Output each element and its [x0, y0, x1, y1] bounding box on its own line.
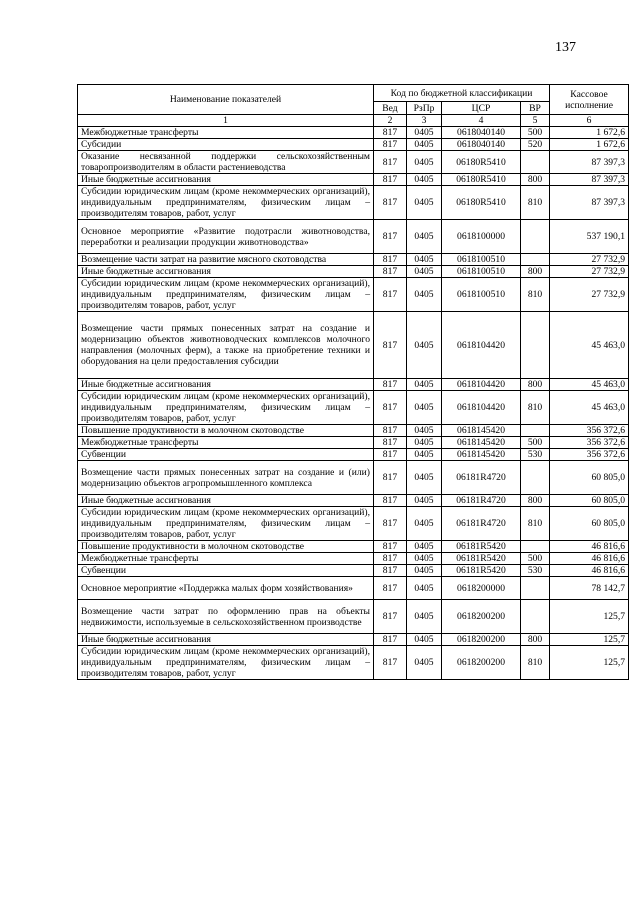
table-row [78, 437, 629, 449]
row-rzpr: 0405 [407, 553, 442, 565]
row-csr: 0618104420 [442, 379, 521, 391]
header-amount: Кассовое исполнение [550, 85, 629, 115]
header-rzpr: РзПр [407, 102, 442, 115]
row-vr: 800 [521, 174, 550, 186]
row-vr [521, 151, 550, 174]
table-row [78, 634, 629, 646]
row-vr: 810 [521, 646, 550, 680]
row-amount: 46 816,6 [550, 565, 629, 577]
row-amount: 27 732,9 [550, 254, 629, 266]
row-csr: 0618200200 [442, 600, 521, 634]
row-amount: 45 463,0 [550, 391, 629, 425]
row-vr [521, 600, 550, 634]
row-rzpr: 0405 [407, 312, 442, 379]
row-amount: 125,7 [550, 600, 629, 634]
row-rzpr: 0405 [407, 186, 442, 220]
row-amount: 60 805,0 [550, 507, 629, 541]
header-csr: ЦСР [442, 102, 521, 115]
row-ved: 817 [374, 139, 407, 151]
table-row [78, 425, 629, 437]
row-name: Возмещение части прямых понесенных затрат на создание и (или) модернизацию объектов агропромышленного комплекса [78, 461, 374, 495]
row-name: Субсидии юридическим лицам (кроме некоммерческих организаций), индивидуальным предпринимателям, физическим лицам – производителям товаров, работ, услуг [78, 391, 374, 425]
table-row [78, 312, 629, 379]
row-name: Иные бюджетные ассигнования [78, 379, 374, 391]
table-row [78, 139, 629, 151]
row-name: Межбюджетные трансферты [78, 553, 374, 565]
row-ved: 817 [374, 461, 407, 495]
table-row [78, 553, 629, 565]
row-ved: 817 [374, 254, 407, 266]
row-rzpr: 0405 [407, 507, 442, 541]
row-name: Основное мероприятие «Поддержка малых форм хозяйствования» [78, 577, 374, 600]
row-amount: 45 463,0 [550, 379, 629, 391]
row-vr [521, 425, 550, 437]
row-amount: 125,7 [550, 646, 629, 680]
row-csr: 0618145420 [442, 425, 521, 437]
row-ved: 817 [374, 220, 407, 254]
row-amount: 46 816,6 [550, 553, 629, 565]
header-code-group: Код по бюджетной классификации [374, 85, 550, 102]
row-name: Субсидии юридическим лицам (кроме некоммерческих организаций), индивидуальным предпринимателям, физическим лицам – производителям товаров, работ, услуг [78, 646, 374, 680]
row-ved: 817 [374, 425, 407, 437]
row-amount: 1 672,6 [550, 139, 629, 151]
row-csr: 0618200200 [442, 646, 521, 680]
row-rzpr: 0405 [407, 634, 442, 646]
row-vr [521, 577, 550, 600]
row-ved: 817 [374, 646, 407, 680]
row-rzpr: 0405 [407, 541, 442, 553]
row-rzpr: 0405 [407, 151, 442, 174]
row-name: Межбюджетные трансферты [78, 437, 374, 449]
row-csr: 0618200000 [442, 577, 521, 600]
row-amount: 356 372,6 [550, 449, 629, 461]
table-row [78, 266, 629, 278]
row-csr: 06181R4720 [442, 507, 521, 541]
row-rzpr: 0405 [407, 220, 442, 254]
table-row [78, 379, 629, 391]
row-vr: 810 [521, 391, 550, 425]
budget-table [77, 84, 629, 680]
row-rzpr: 0405 [407, 646, 442, 680]
row-vr: 500 [521, 437, 550, 449]
row-ved: 817 [374, 151, 407, 174]
row-amount: 87 397,3 [550, 174, 629, 186]
row-amount: 60 805,0 [550, 495, 629, 507]
table-row [78, 507, 629, 541]
row-rzpr: 0405 [407, 449, 442, 461]
row-ved: 817 [374, 634, 407, 646]
row-ved: 817 [374, 186, 407, 220]
row-vr [521, 461, 550, 495]
row-amount: 537 190,1 [550, 220, 629, 254]
row-ved: 817 [374, 312, 407, 379]
column-number: 4 [442, 115, 521, 127]
row-csr: 06180R5410 [442, 151, 521, 174]
row-csr: 0618104420 [442, 391, 521, 425]
table-row [78, 254, 629, 266]
row-vr: 520 [521, 139, 550, 151]
row-amount: 125,7 [550, 634, 629, 646]
row-vr [521, 312, 550, 379]
row-amount: 87 397,3 [550, 186, 629, 220]
column-number: 5 [521, 115, 550, 127]
table-row [78, 565, 629, 577]
row-rzpr: 0405 [407, 495, 442, 507]
row-vr: 810 [521, 507, 550, 541]
row-vr: 800 [521, 634, 550, 646]
row-name: Субвенции [78, 565, 374, 577]
row-name: Субсидии юридическим лицам (кроме некоммерческих организаций), индивидуальным предпринимателям, физическим лицам – производителям товаров, работ, услуг [78, 507, 374, 541]
row-ved: 817 [374, 266, 407, 278]
row-vr: 530 [521, 449, 550, 461]
row-name: Оказание несвязанной поддержки сельскохозяйственным товаропроизводителям в области растениеводства [78, 151, 374, 174]
row-amount: 78 142,7 [550, 577, 629, 600]
row-csr: 0618100000 [442, 220, 521, 254]
row-rzpr: 0405 [407, 565, 442, 577]
row-amount: 27 732,9 [550, 266, 629, 278]
column-number: 1 [78, 115, 374, 127]
row-ved: 817 [374, 507, 407, 541]
row-csr: 06181R5420 [442, 565, 521, 577]
row-vr: 530 [521, 565, 550, 577]
row-rzpr: 0405 [407, 174, 442, 186]
row-csr: 06181R4720 [442, 461, 521, 495]
column-number: 2 [374, 115, 407, 127]
row-name: Повышение продуктивности в молочном скотоводстве [78, 425, 374, 437]
row-ved: 817 [374, 391, 407, 425]
row-amount: 87 397,3 [550, 151, 629, 174]
column-number-row [78, 115, 629, 127]
row-csr: 0618040140 [442, 127, 521, 139]
row-name: Возмещение части затрат на развитие мясного скотоводства [78, 254, 374, 266]
row-vr: 810 [521, 186, 550, 220]
table-row [78, 127, 629, 139]
row-name: Иные бюджетные ассигнования [78, 174, 374, 186]
row-name: Иные бюджетные ассигнования [78, 495, 374, 507]
row-vr: 800 [521, 266, 550, 278]
row-name: Повышение продуктивности в молочном скотоводстве [78, 541, 374, 553]
row-rzpr: 0405 [407, 266, 442, 278]
row-csr: 0618100510 [442, 266, 521, 278]
row-name: Субсидии юридическим лицам (кроме некоммерческих организаций), индивидуальным предпринимателям, физическим лицам – производителям товаров, работ, услуг [78, 186, 374, 220]
row-name: Возмещение части затрат по оформлению прав на объекты недвижимости, используемые в сельскохозяйственном производстве [78, 600, 374, 634]
row-csr: 06181R5420 [442, 541, 521, 553]
row-name: Субвенции [78, 449, 374, 461]
header-vr: ВР [521, 102, 550, 115]
row-ved: 817 [374, 541, 407, 553]
row-rzpr: 0405 [407, 437, 442, 449]
row-rzpr: 0405 [407, 425, 442, 437]
row-csr: 0618200200 [442, 634, 521, 646]
page-number: 137 [555, 40, 576, 55]
table-row [78, 151, 629, 174]
row-rzpr: 0405 [407, 461, 442, 495]
row-ved: 817 [374, 577, 407, 600]
row-rzpr: 0405 [407, 254, 442, 266]
header-ved: Вед [374, 102, 407, 115]
row-rzpr: 0405 [407, 278, 442, 312]
table-row [78, 186, 629, 220]
table-row [78, 278, 629, 312]
row-vr: 800 [521, 495, 550, 507]
row-name: Основное мероприятие «Развитие подотрасли животноводства, переработки и реализации продукции животноводства» [78, 220, 374, 254]
row-csr: 0618104420 [442, 312, 521, 379]
row-rzpr: 0405 [407, 139, 442, 151]
table-body [78, 127, 629, 680]
row-ved: 817 [374, 553, 407, 565]
row-csr: 06181R4720 [442, 495, 521, 507]
column-number: 6 [550, 115, 629, 127]
row-rzpr: 0405 [407, 600, 442, 634]
table-row [78, 461, 629, 495]
row-amount: 60 805,0 [550, 461, 629, 495]
row-rzpr: 0405 [407, 391, 442, 425]
row-csr: 0618040140 [442, 139, 521, 151]
row-name: Иные бюджетные ассигнования [78, 266, 374, 278]
table-row [78, 391, 629, 425]
row-csr: 0618145420 [442, 449, 521, 461]
row-name: Субсидии [78, 139, 374, 151]
row-name: Межбюджетные трансферты [78, 127, 374, 139]
table-row [78, 220, 629, 254]
row-rzpr: 0405 [407, 379, 442, 391]
row-csr: 0618100510 [442, 278, 521, 312]
row-amount: 45 463,0 [550, 312, 629, 379]
row-csr: 0618145420 [442, 437, 521, 449]
row-ved: 817 [374, 278, 407, 312]
table-row [78, 495, 629, 507]
table-row [78, 577, 629, 600]
row-vr: 810 [521, 278, 550, 312]
row-ved: 817 [374, 437, 407, 449]
row-ved: 817 [374, 174, 407, 186]
row-ved: 817 [374, 600, 407, 634]
row-vr [521, 541, 550, 553]
row-vr [521, 254, 550, 266]
row-name: Возмещение части прямых понесенных затрат на создание и модернизацию объектов животноводческих комплексов молочного направления (молочных ферм), а также на приобретение техники и оборудования на цели предоставления субсидии [78, 312, 374, 379]
row-vr [521, 220, 550, 254]
row-amount: 27 732,9 [550, 278, 629, 312]
row-vr: 500 [521, 127, 550, 139]
row-vr: 800 [521, 379, 550, 391]
row-csr: 06180R5410 [442, 186, 521, 220]
row-amount: 46 816,6 [550, 541, 629, 553]
row-csr: 06180R5410 [442, 174, 521, 186]
table-row [78, 600, 629, 634]
table-row [78, 541, 629, 553]
table-row [78, 449, 629, 461]
row-ved: 817 [374, 495, 407, 507]
row-vr: 500 [521, 553, 550, 565]
row-csr: 06181R5420 [442, 553, 521, 565]
table-row [78, 174, 629, 186]
table-row [78, 646, 629, 680]
row-name: Субсидии юридическим лицам (кроме некоммерческих организаций), индивидуальным предпринимателям, физическим лицам – производителям товаров, работ, услуг [78, 278, 374, 312]
row-ved: 817 [374, 565, 407, 577]
row-ved: 817 [374, 379, 407, 391]
row-ved: 817 [374, 127, 407, 139]
row-rzpr: 0405 [407, 127, 442, 139]
row-amount: 356 372,6 [550, 437, 629, 449]
column-number: 3 [407, 115, 442, 127]
row-csr: 0618100510 [442, 254, 521, 266]
row-ved: 817 [374, 449, 407, 461]
header-name: Наименование показателей [78, 85, 374, 115]
row-amount: 356 372,6 [550, 425, 629, 437]
row-name: Иные бюджетные ассигнования [78, 634, 374, 646]
row-amount: 1 672,6 [550, 127, 629, 139]
row-rzpr: 0405 [407, 577, 442, 600]
